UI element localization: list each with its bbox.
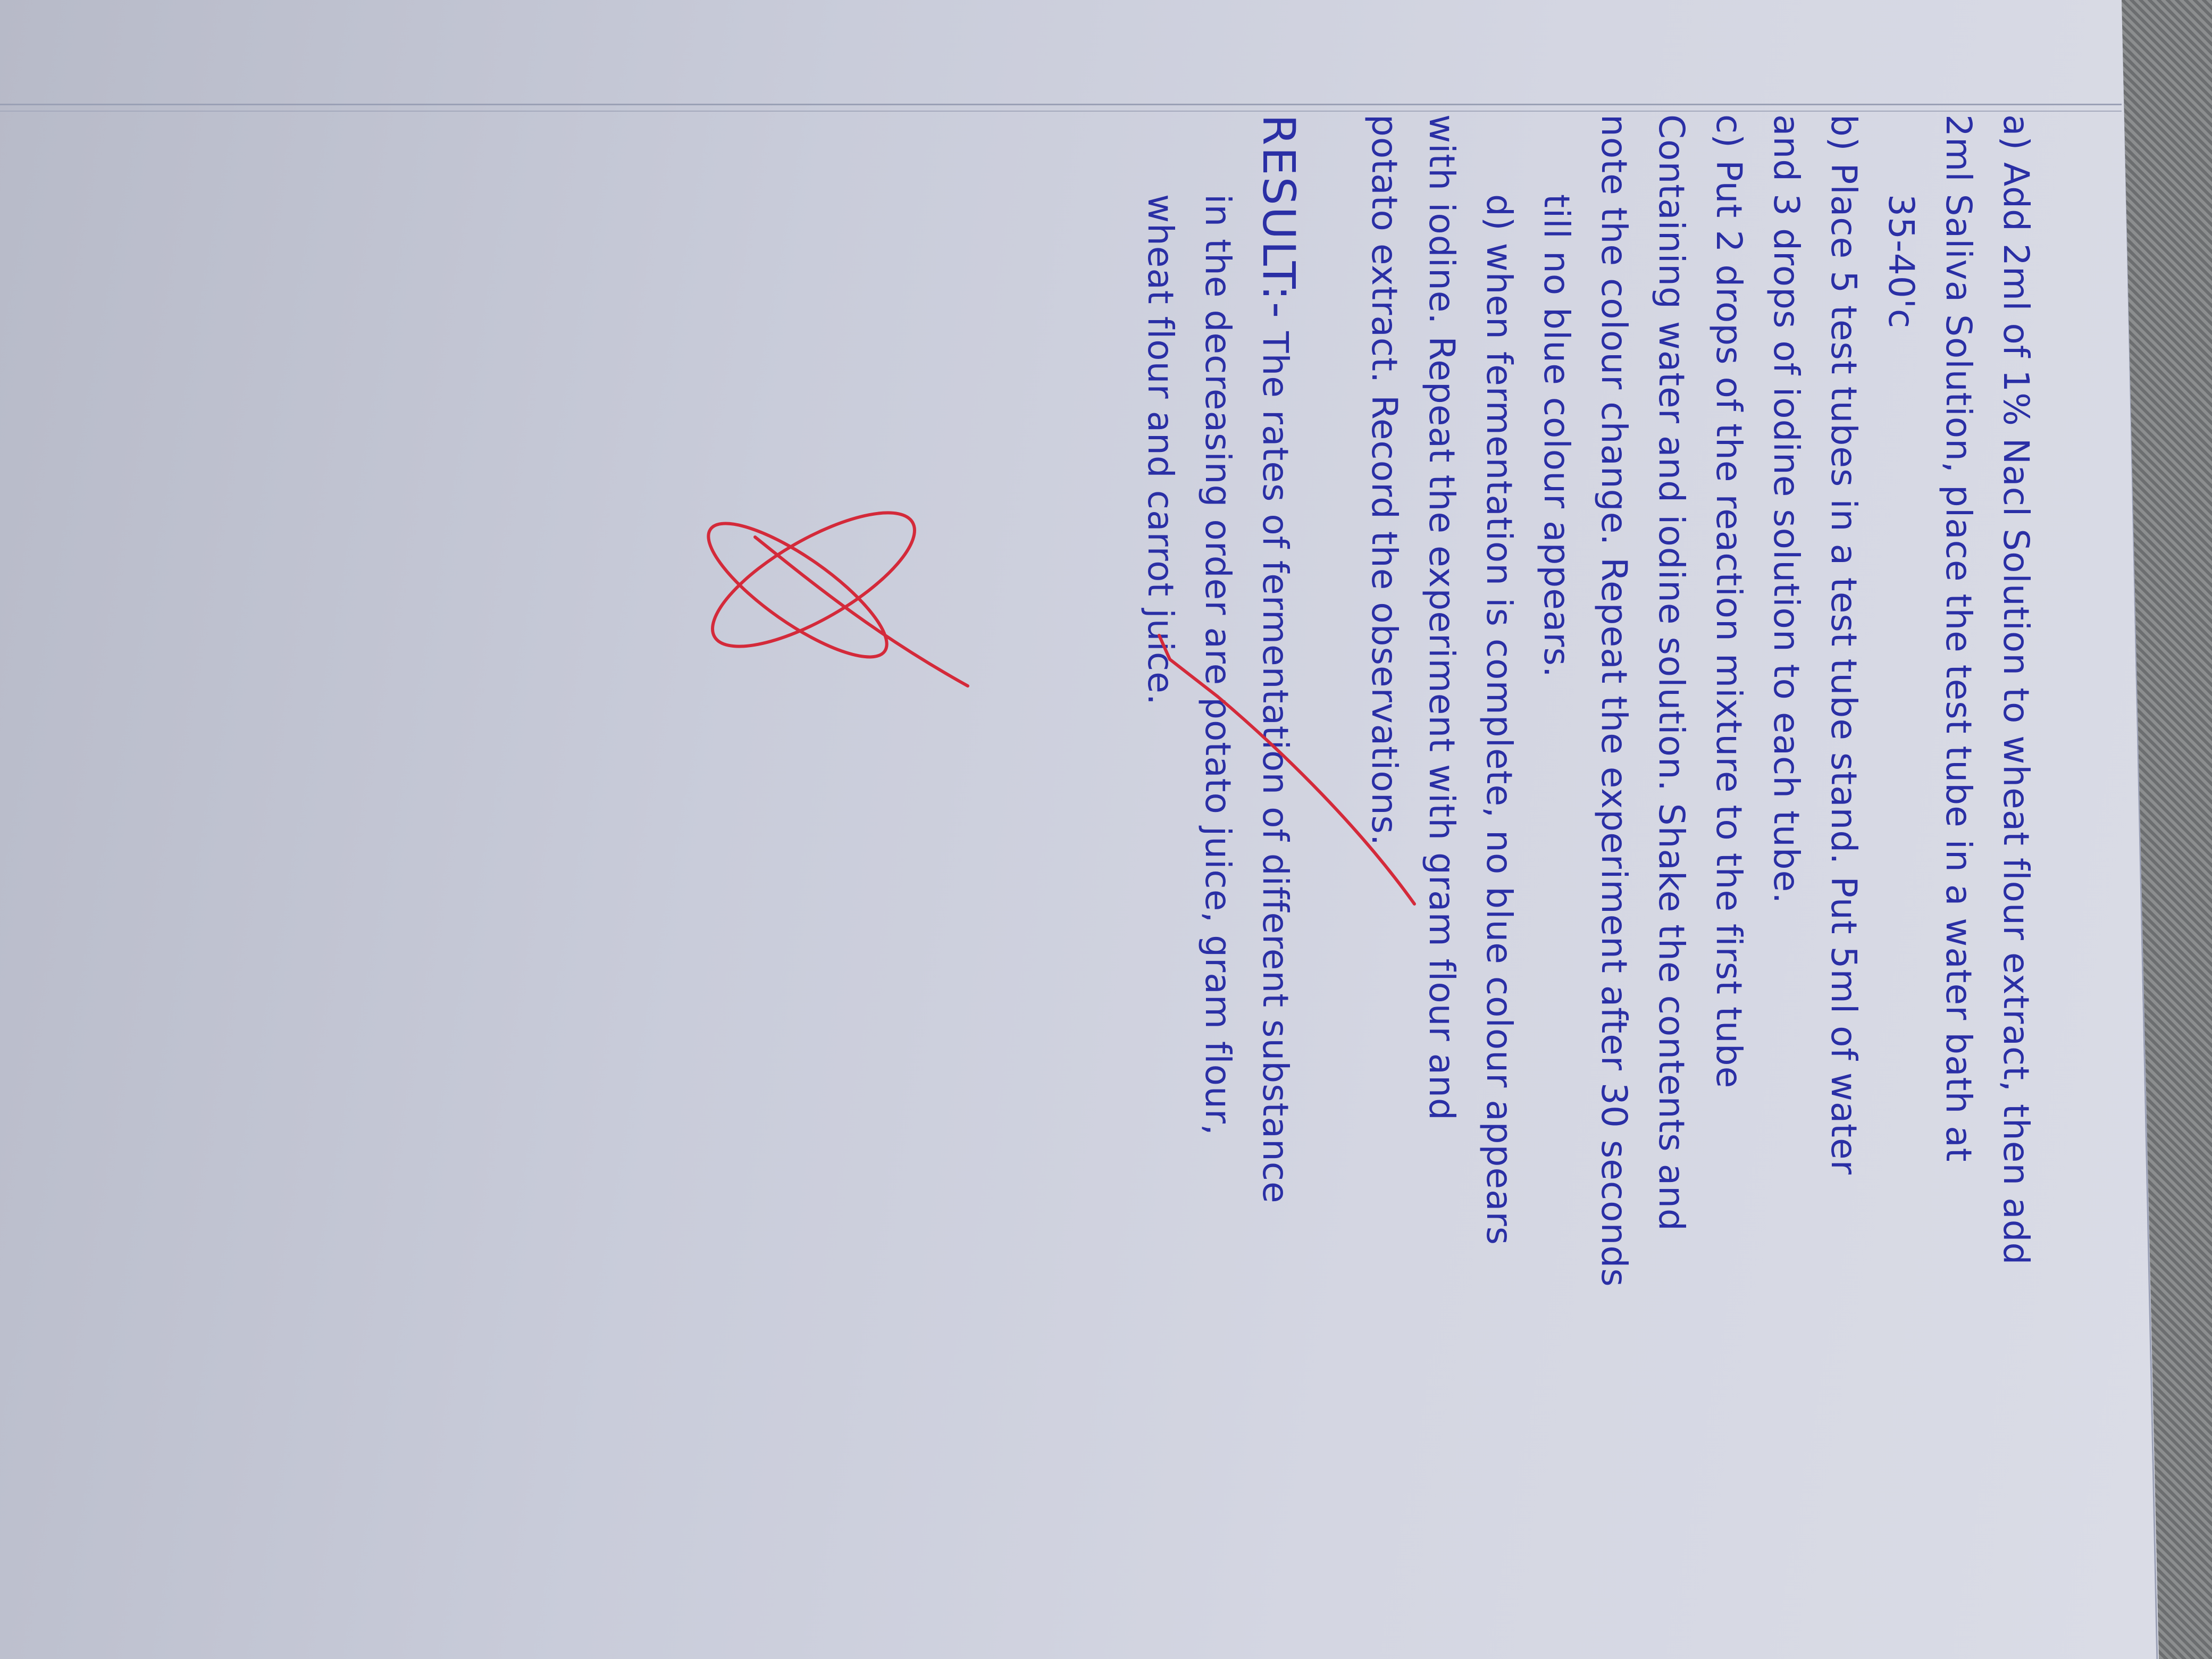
result-line <box>1246 114 1308 1582</box>
step-d-line: potato extract. Record the observations. <box>1364 114 1405 846</box>
step-d-line: d) when fermentation is complete, no blue colour appears <box>1479 194 1520 1246</box>
step-a-line: 2ml Saliva Solution, place the test tube in a water bath at <box>1938 114 1979 1162</box>
step-d-line: with iodine. Repeat the experiment with gram flour and <box>1421 114 1462 1121</box>
step-c-line: note the colour change. Repeat the experiment after 30 seconds <box>1594 114 1635 1287</box>
spacer <box>1308 114 1355 1582</box>
step-b-line: and 3 drops of iodine solution to each tube. <box>1766 114 1807 904</box>
result-line: wheat flour and carrot juice. <box>1140 194 1181 706</box>
step-c-line: c) Put 2 drops of the reaction mixture to the first tube <box>1708 114 1749 1089</box>
result-label: RESULT:- <box>1253 114 1305 320</box>
step-c-line: Containing water and iodine solution. Shake the contents and <box>1651 114 1692 1231</box>
result-line: in the decreasing order are potato juice, gram flour, <box>1197 194 1238 1136</box>
handwritten-procedure <box>1132 114 2045 1582</box>
step-a-line: 35-40'c <box>1881 194 1922 329</box>
result-text: The rates of fermentation of different substance <box>1255 331 1296 1204</box>
page-margin-line <box>0 111 2122 112</box>
step-b-line: b) Place 5 test tubes in a test tube stand. Put 5ml of water <box>1823 114 1864 1175</box>
step-c-line: till no blue colour appears. <box>1536 194 1577 678</box>
page-margin-line <box>0 104 2122 105</box>
step-a-line: a) Add 2ml of 1% Nacl Solution to wheat flour extract, then add <box>1996 114 2037 1266</box>
